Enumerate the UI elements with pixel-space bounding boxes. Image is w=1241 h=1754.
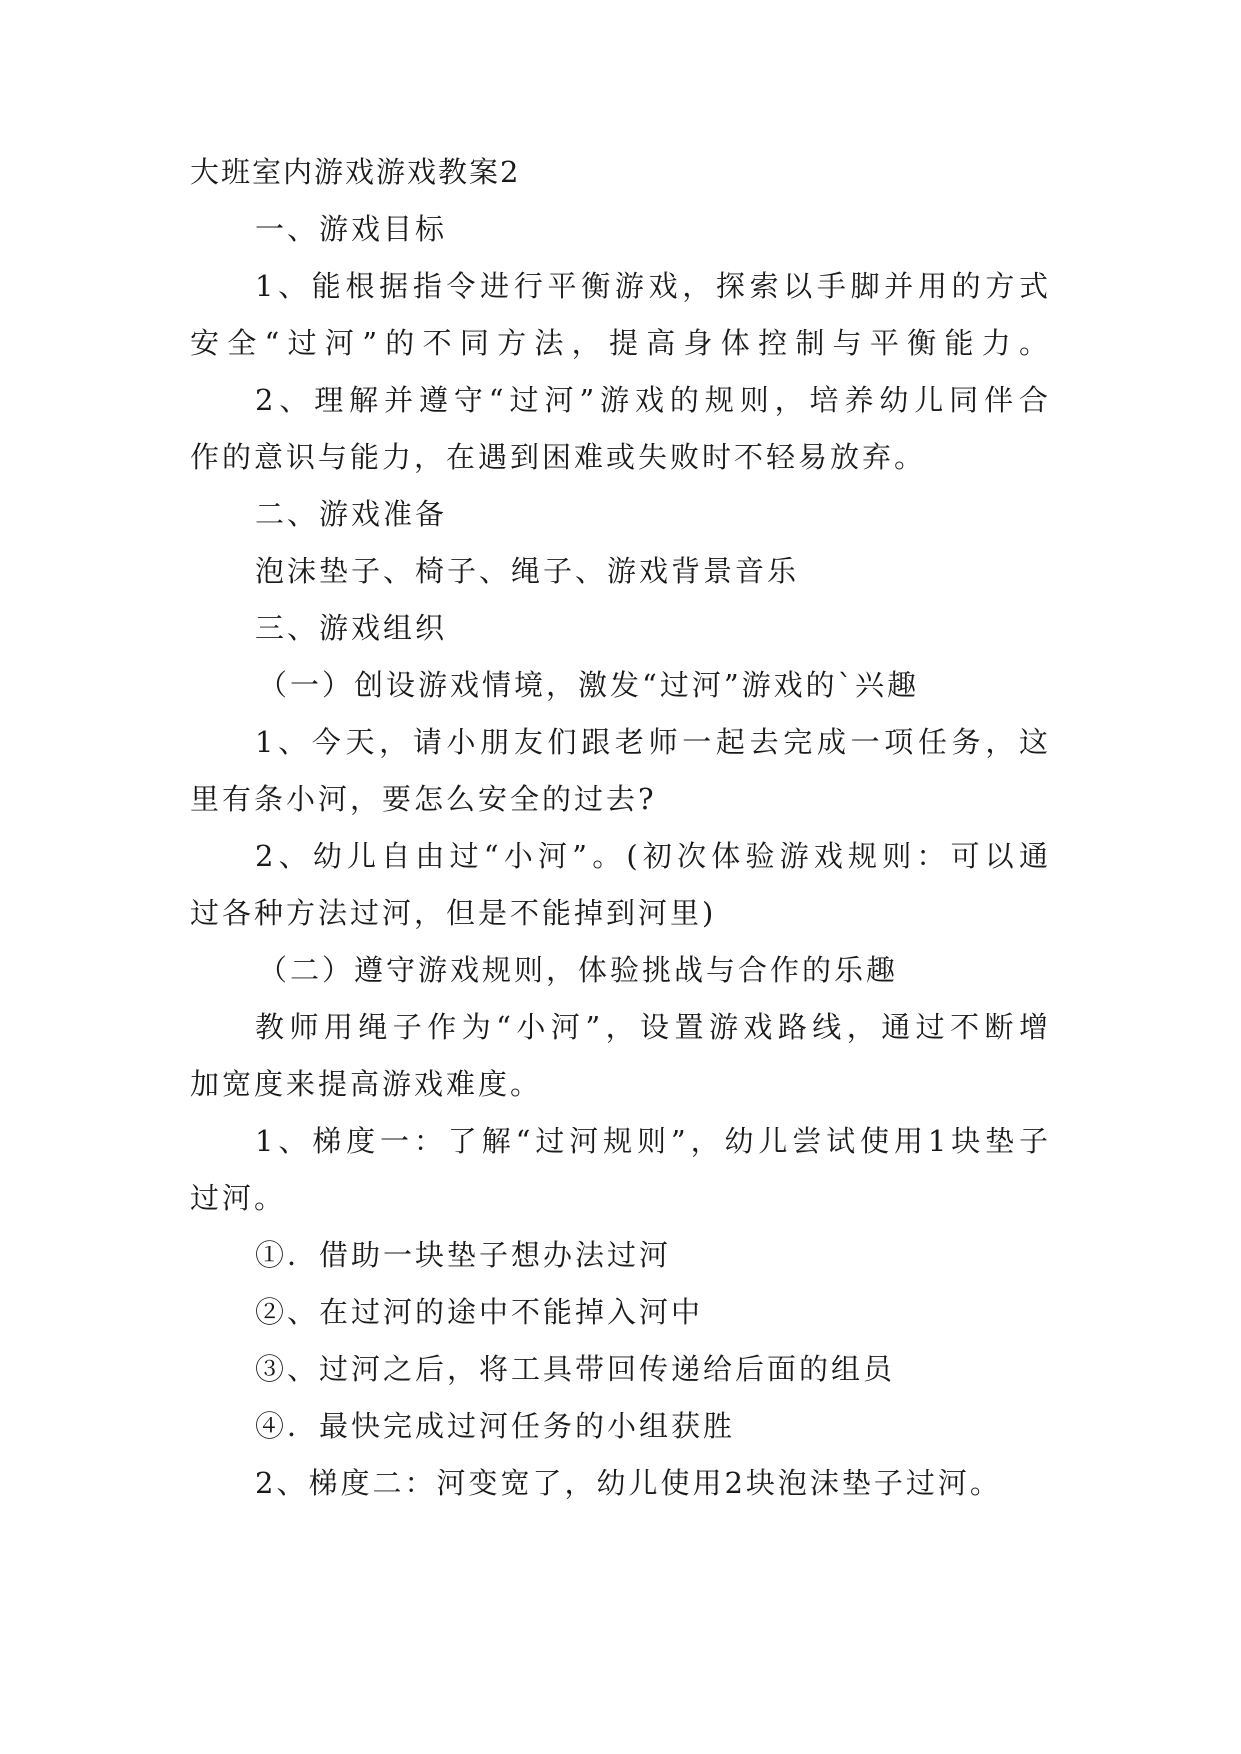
section-heading-preparation: 二、游戏准备	[255, 497, 448, 531]
subsection-heading: （一）创设游戏情境，激发“过河”游戏的`兴趣	[258, 668, 920, 702]
list-item: ③、过河之后，将工具带回传递给后面的组员	[255, 1352, 896, 1386]
list-item: ④．最快完成过河任务的小组获胜	[255, 1409, 736, 1443]
paragraph-line: 2、幼儿自由过“小河”。(初次体验游戏规则：可以通	[255, 839, 1048, 873]
paragraph-line: 2、理解并遵守“过河”游戏的规则，培养幼儿同伴合	[255, 383, 1048, 417]
paragraph-line: 教师用绳子作为“小河”，设置游戏路线，通过不断增	[255, 1010, 1048, 1044]
subsection-heading: （二）遵守游戏规则，体验挑战与合作的乐趣	[258, 953, 899, 987]
paragraph-line: 安全“过河”的不同方法，提高身体控制与平衡能力。	[190, 326, 1048, 360]
paragraph-line: 作的意识与能力，在遇到困难或失败时不轻易放弃。	[190, 440, 927, 474]
section-heading-organization: 三、游戏组织	[255, 611, 448, 645]
list-item: ②、在过河的途中不能掉入河中	[255, 1295, 704, 1329]
paragraph-line: 1、梯度一：了解“过河规则”，幼儿尝试使用1块垫子	[255, 1124, 1048, 1158]
paragraph-line: 1、能根据指令进行平衡游戏，探索以手脚并用的方式	[255, 269, 1048, 303]
paragraph-line: 过河。	[190, 1181, 287, 1215]
section-heading-goals: 一、游戏目标	[255, 212, 448, 246]
paragraph-line: 泡沫垫子、椅子、绳子、游戏背景音乐	[255, 554, 800, 588]
document-title: 大班室内游戏游戏教案2	[190, 155, 521, 189]
paragraph-line: 过各种方法过河，但是不能掉到河里)	[190, 896, 717, 930]
paragraph-line: 里有条小河，要怎么安全的过去?	[190, 782, 657, 816]
list-item: ①．借助一块垫子想办法过河	[255, 1238, 672, 1272]
paragraph-line: 加宽度来提高游戏难度。	[190, 1067, 543, 1101]
paragraph-line: 2、梯度二：河变宽了，幼儿使用2块泡沫垫子过河。	[255, 1466, 1002, 1500]
paragraph-line: 1、今天，请小朋友们跟老师一起去完成一项任务，这	[255, 725, 1048, 759]
